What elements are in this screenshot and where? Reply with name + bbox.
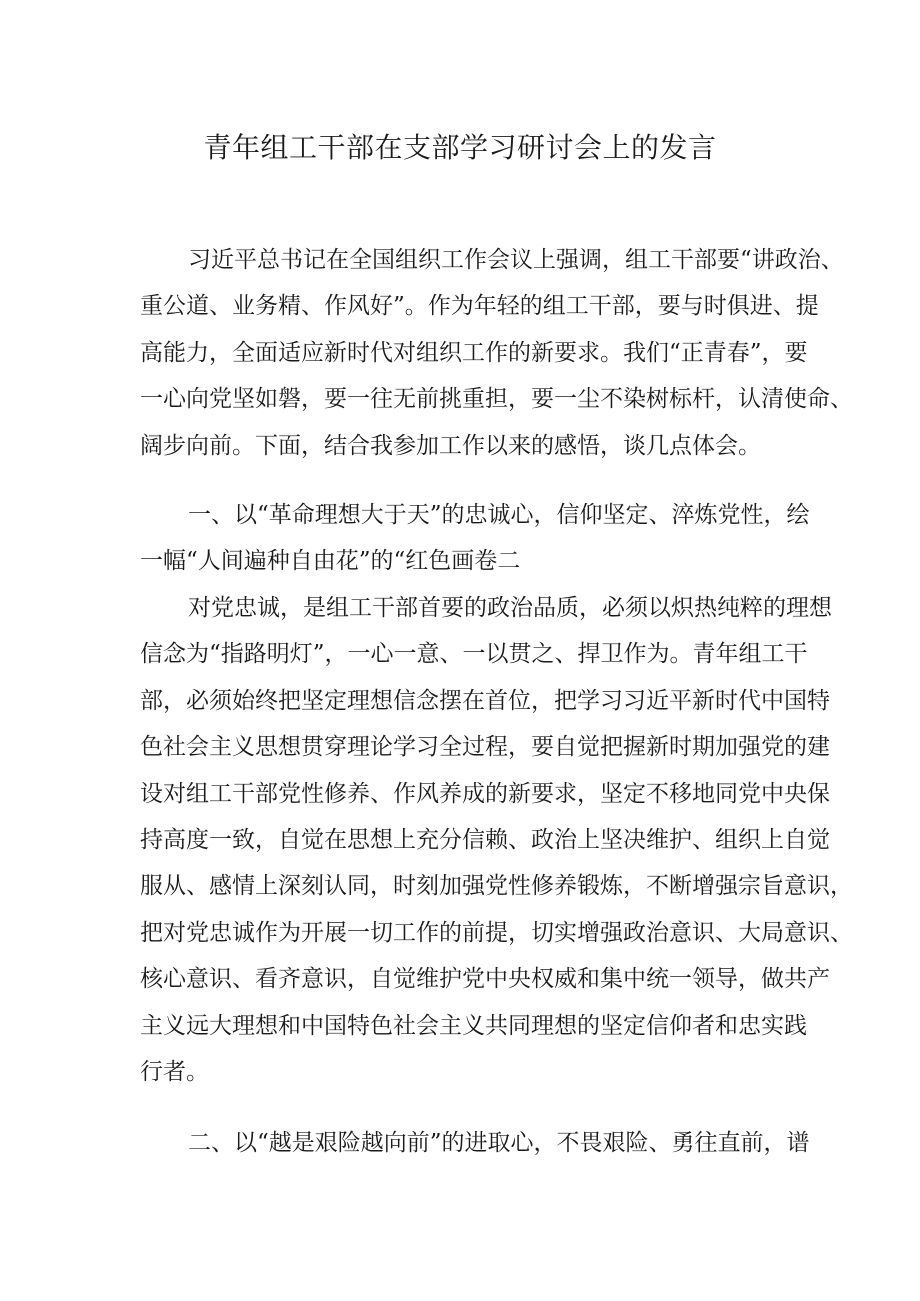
text-line: 主义远大理想和中国特色社会主义共同理想的坚定信仰者和忠实践: [140, 1012, 807, 1039]
text-line: 重公道、业务精、作风好”。作为年轻的组工干部，要与时俱进、提: [140, 293, 819, 320]
text-line: 色社会主义思想贯穿理论学习全过程，要自觉把握新时期加强党的建: [140, 734, 830, 761]
section-heading-1: [140, 492, 810, 585]
text-line: 核心意识、看齐意识，自觉维护党中央权威和集中统一领导，做共产: [140, 966, 830, 993]
text-line: 持高度一致，自觉在思想上充分信赖、政治上坚决维护、组织上自觉: [140, 826, 830, 853]
text-line: 习近平总书记在全国组织工作会议上强调，组工干部要“讲政治、: [188, 247, 844, 273]
text-line: 阔步向前。下面，结合我参加工作以来的感悟，谈几点体会。: [140, 432, 761, 459]
text-line: 部，必须始终把坚定理想信念摆在首位，把学习习近平新时代中国特: [140, 687, 830, 714]
document-title: 青年组工干部在支部学习研讨会上的发言: [203, 131, 717, 164]
text-line: 一心向党坚如磐，要一往无前挑重担，要一尘不染树标杆，认清使命、: [140, 386, 853, 413]
section-heading-2: [140, 1120, 810, 1166]
paragraph-loyalty: [140, 585, 853, 1095]
text-line: 信念为“指路明灯”，一心一意、一以贯之、捍卫作为。青年组工干: [140, 641, 808, 668]
text-line: 高能力，全面适应新时代对组织工作的新要求。我们“正青春”，要: [140, 339, 808, 366]
text-line: 一幅“人间遍种自由花”的“红色画卷二: [140, 548, 521, 575]
text-line: 行者。: [140, 1058, 209, 1085]
text-line: 把对党忠诚作为开展一切工作的前提，切实增强政治意识、大局意识、: [140, 919, 853, 946]
text-line: 二、以“越是艰险越向前”的进取心，不畏艰险、勇往直前，谱: [188, 1130, 810, 1156]
text-line: 一、以“革命理想大于天”的忠诚心，信仰坚定、淬炼党性，绘: [188, 502, 810, 528]
text-line: 对党忠诚，是组工干部首要的政治品质，必须以炽热纯粹的理想: [188, 595, 832, 621]
text-line: 设对组工干部党性修养、作风养成的新要求，坚定不移地同党中央保: [140, 780, 830, 807]
paragraph-intro: [140, 237, 853, 469]
text-line: 服从、感情上深刻认同，时刻加强党性修养锻炼，不断增强宗旨意识，: [140, 873, 853, 900]
